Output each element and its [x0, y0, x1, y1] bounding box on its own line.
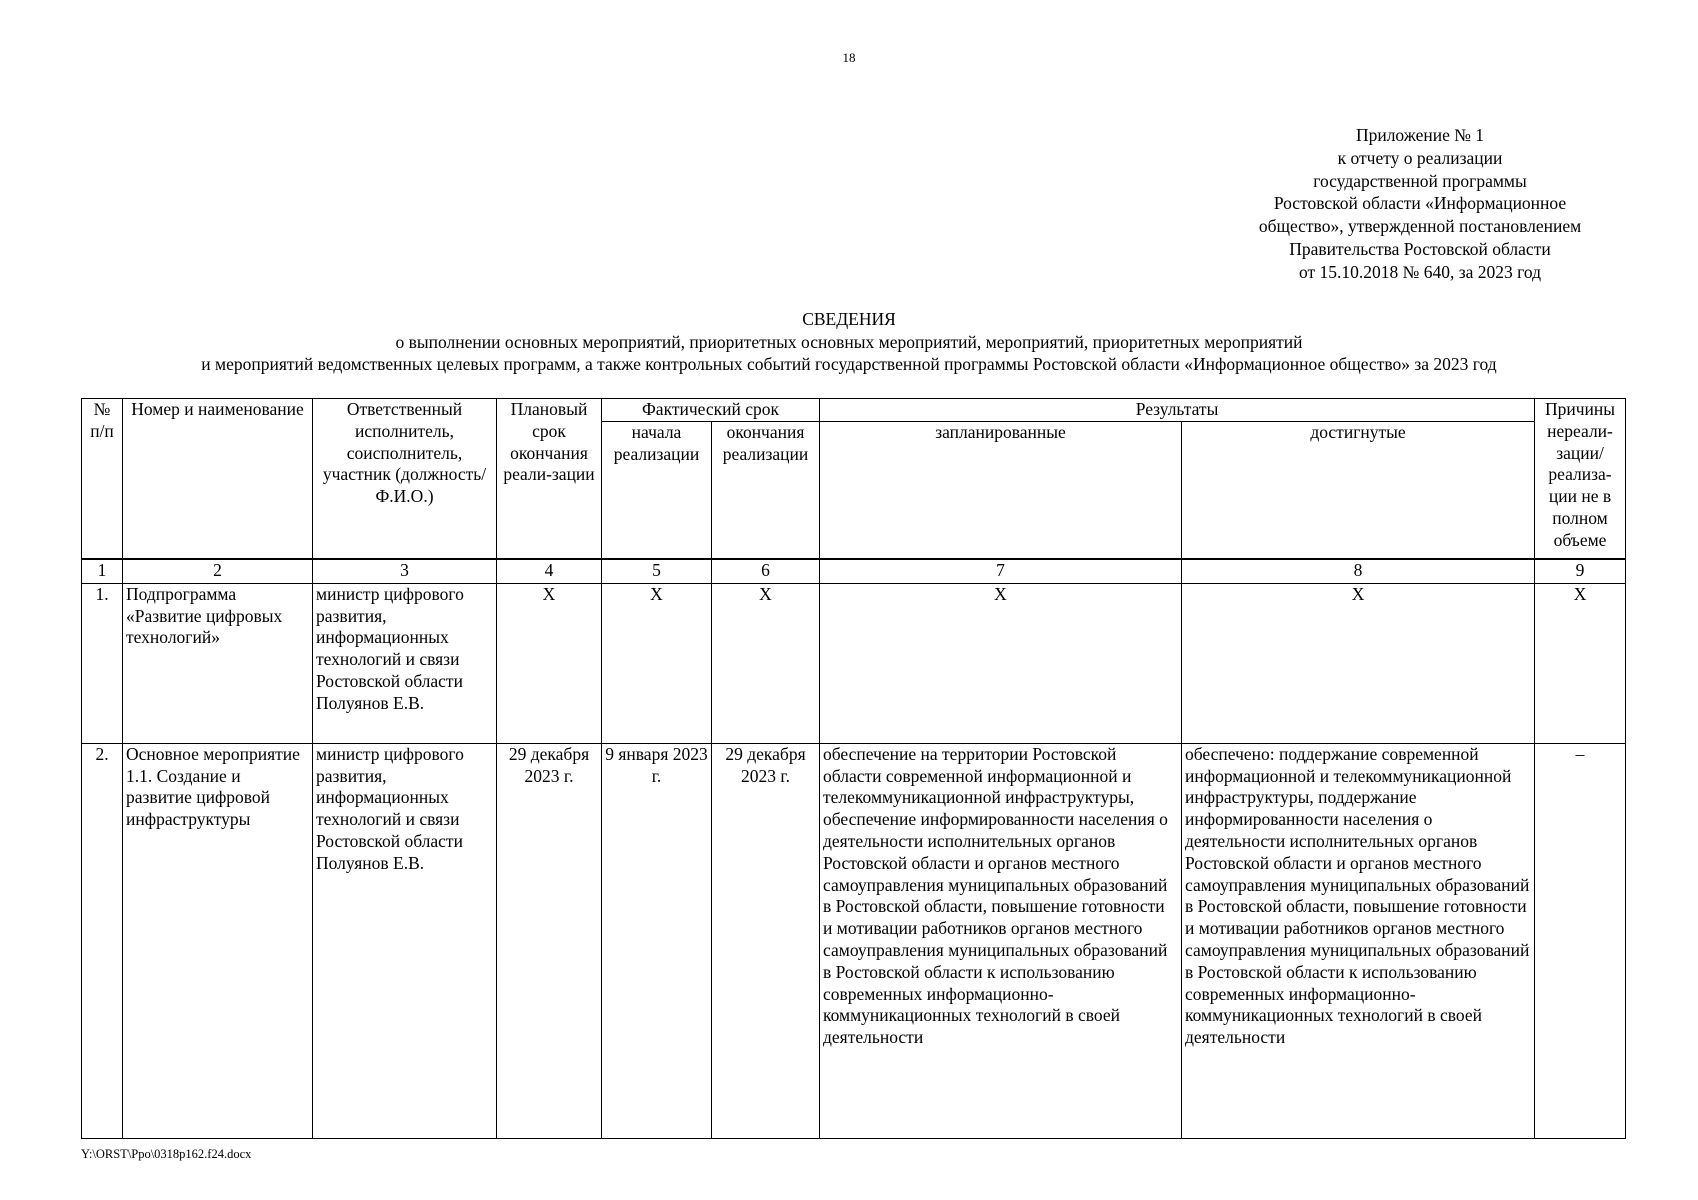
document-subtitle-line1: о выполнении основных мероприятий, приоритетных основных мероприятий, мероприятий, приоритетных мероприятий	[395, 331, 1303, 352]
header-num: № п/п	[82, 399, 123, 560]
header-actual-end: окончания реализации	[712, 421, 820, 559]
column-number: 9	[1535, 559, 1626, 583]
row-planned-deadline: X	[497, 583, 602, 743]
header-results: Результаты	[820, 399, 1535, 422]
appendix-line: от 15.10.2018 № 640, за 2023 год	[1298, 261, 1542, 282]
column-number: 1	[82, 559, 123, 583]
row-achieved-results: обеспечено: поддержание современной информационной и телекоммуникационной инфраструктуры, поддержание информированности населения о деятельности исполнительных органов Ростовской области и органов местного самоуправления муниципальных образований в Ростовской области, повышение готовности и мотивации работников органов местного самоуправления муниципальных образований в Ростовской области к использованию современных информационно-коммуникационных технологий в своей деятельности	[1182, 743, 1535, 1138]
header-actual-start: начала реализации	[602, 421, 712, 559]
appendix-line: Приложение № 1	[1355, 125, 1485, 145]
header-planned-results: запланированные	[820, 421, 1182, 559]
document-heading	[0, 308, 1698, 376]
row-achieved-results: X	[1182, 583, 1535, 743]
appendix-line: общество», утвержденной постановлением	[1258, 216, 1582, 237]
table-row	[82, 583, 1626, 743]
header-name: Номер и наименование	[123, 399, 313, 560]
column-number: 6	[712, 559, 820, 583]
column-number: 2	[123, 559, 313, 583]
appendix-note	[1240, 124, 1600, 284]
header-reasons: Причины нереали-зации/ реализа-ции не в полном объеме	[1535, 399, 1626, 560]
appendix-line: Ростовской области «Информационное	[1273, 193, 1567, 214]
row-name: Подпрограмма «Развитие цифровых технологий»	[123, 583, 313, 743]
document-title: СВЕДЕНИЯ	[802, 309, 896, 329]
column-number: 8	[1182, 559, 1535, 583]
appendix-line: государственной программы	[1313, 170, 1527, 191]
column-number: 4	[497, 559, 602, 583]
header-planned-deadline: Плановый срок окончания реали-зации	[497, 399, 602, 560]
row-actual-end: 29 декабря 2023 г.	[712, 743, 820, 1138]
row-actual-end: X	[712, 583, 820, 743]
column-number: 7	[820, 559, 1182, 583]
row-planned-deadline: 29 декабря 2023 г.	[497, 743, 602, 1138]
document-subtitle-line2: и мероприятий ведомственных целевых программ, а также контрольных событий государственной программы Ростовской области «Информационное общество» за 2023 год	[201, 354, 1497, 374]
table-row	[82, 743, 1626, 1138]
page-number: 18	[842, 50, 856, 65]
row-executor: министр цифрового развития, информационных технологий и связи Ростовской области Полуянов Е.В.	[313, 743, 497, 1138]
row-reasons: X	[1535, 583, 1626, 743]
row-reasons: –	[1535, 743, 1626, 1138]
appendix-line: к отчету о реализации	[1337, 147, 1503, 168]
column-number: 5	[602, 559, 712, 583]
row-num: 1.	[82, 583, 123, 743]
row-planned-results: обеспечение на территории Ростовской области современной информационной и телекоммуникационной инфраструктуры, обеспечение информированности населения о деятельности исполнительных органов Ростовской области и органов местного самоуправления муниципальных образований в Ростовской области, повышение готовности и мотивации работников органов местного самоуправления муниципальных образований в Ростовской области к использованию современных информационно-коммуникационных технологий в своей деятельности	[820, 743, 1182, 1138]
header-achieved-results: достигнутые	[1182, 421, 1535, 559]
file-path-footer: Y:\ORST\Ppo\0318p162.f24.docx	[81, 1147, 252, 1161]
row-executor: министр цифрового развития, информационных технологий и связи Ростовской области Полуянов Е.В.	[313, 583, 497, 743]
column-number-row	[82, 559, 1626, 583]
row-planned-results: X	[820, 583, 1182, 743]
header-actual-deadline: Фактический срок	[602, 399, 820, 422]
header-executor: Ответственный исполнитель, соисполнитель, участник (должность/Ф.И.О.)	[313, 399, 497, 560]
column-number: 3	[313, 559, 497, 583]
header-row	[82, 399, 1626, 422]
row-name: Основное мероприятие 1.1. Создание и развитие цифровой инфраструктуры	[123, 743, 313, 1138]
appendix-line: Правительства Ростовской области	[1289, 238, 1551, 259]
row-actual-start: X	[602, 583, 712, 743]
row-actual-start: 9 января 2023 г.	[602, 743, 712, 1138]
report-table	[81, 398, 1626, 1139]
row-num: 2.	[82, 743, 123, 1138]
